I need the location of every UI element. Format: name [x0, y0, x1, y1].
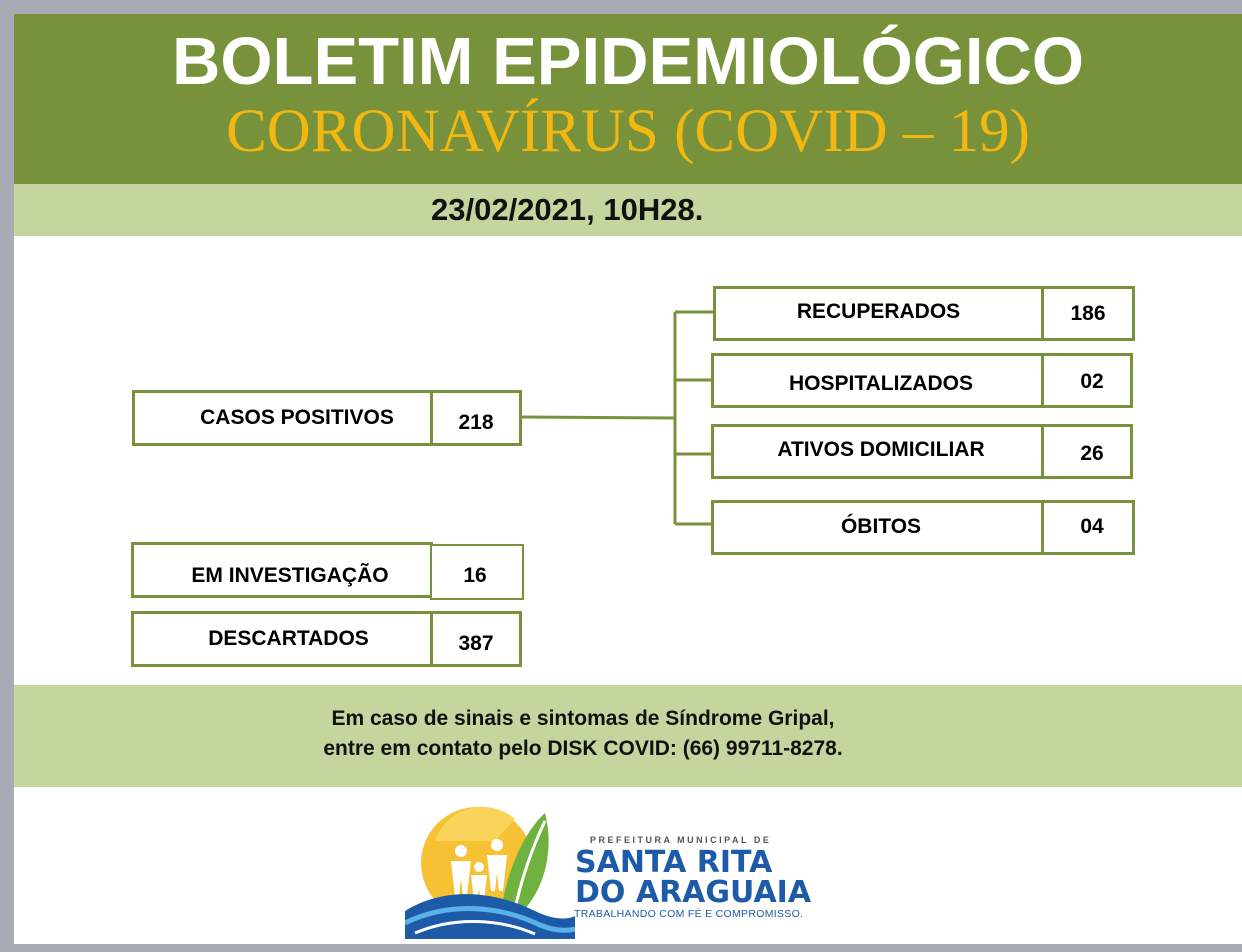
discarded-value: 387 — [458, 632, 494, 655]
municipality-logo — [405, 801, 812, 939]
contact-line-2: entre em contato pelo DISK COVID: (66) 99711-8278. — [323, 737, 843, 760]
discarded-label: DESCARTADOS — [208, 627, 369, 650]
hospitalized-label: HOSPITALIZADOS — [789, 372, 973, 395]
logo-name-line-2: DO ARAGUAIA — [575, 875, 812, 910]
bulletin-title: BOLETIM EPIDEMIOLÓGICO — [172, 24, 1084, 99]
deaths-label: ÓBITOS — [840, 515, 922, 538]
contact-line-1: Em caso de sinais e sintomas de Síndrome Gripal, — [331, 707, 835, 730]
logo-name-line-1: SANTA RITA — [575, 845, 773, 880]
positive-cases-label: CASOS POSITIVOS — [200, 406, 394, 429]
investigation-value: 16 — [463, 564, 487, 587]
bulletin-sheet — [14, 14, 1242, 944]
contact-band — [14, 685, 1242, 787]
recovered-label: RECUPERADOS — [796, 300, 961, 323]
logo-emblem-icon — [405, 801, 575, 939]
bulletin-subtitle: CORONAVÍRUS (COVID – 19) — [226, 98, 1030, 165]
positive-cases-value: 218 — [458, 411, 494, 434]
deaths-value: 04 — [1080, 515, 1104, 538]
home-active-value: 26 — [1080, 442, 1104, 465]
logo-small-text: PREFEITURA MUNICIPAL DE — [590, 835, 772, 845]
investigation-label: EM INVESTIGAÇÃO — [191, 564, 389, 587]
logo-tagline: TRABALHANDO COM FÉ E COMPROMISSO. — [574, 908, 804, 920]
home-active-label: ATIVOS DOMICILIAR — [777, 438, 985, 461]
hospitalized-value: 02 — [1080, 370, 1104, 393]
report-datetime: 23/02/2021, 10H28. — [431, 192, 704, 227]
recovered-value: 186 — [1070, 302, 1106, 325]
header-banner — [14, 14, 1242, 184]
